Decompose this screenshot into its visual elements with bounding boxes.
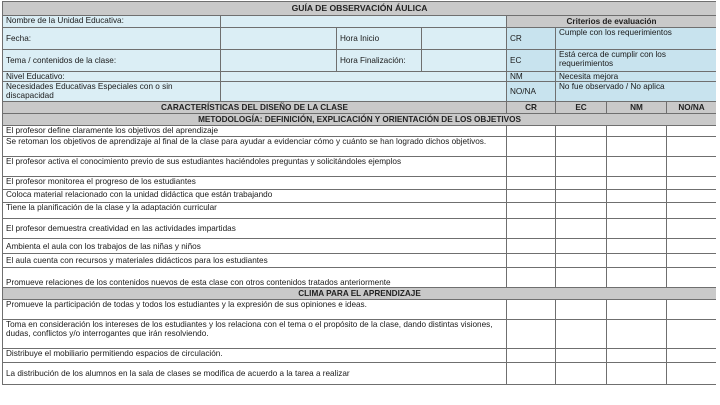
end-time-label: Hora Finalización: <box>337 50 422 72</box>
ec-checkbox[interactable] <box>556 157 607 177</box>
criteria-code: CR <box>507 28 556 50</box>
ec-checkbox[interactable] <box>556 203 607 219</box>
topic-field[interactable] <box>221 50 337 72</box>
nm-checkbox[interactable] <box>607 157 667 177</box>
criteria-desc: Cumple con los requerimientos <box>556 28 717 50</box>
ec-checkbox[interactable] <box>556 219 607 239</box>
cr-checkbox[interactable] <box>507 268 556 288</box>
cr-checkbox[interactable] <box>507 239 556 254</box>
nona-checkbox[interactable] <box>667 254 717 268</box>
nona-checkbox[interactable] <box>667 300 717 320</box>
ec-checkbox[interactable] <box>556 239 607 254</box>
nona-checkbox[interactable] <box>667 363 717 385</box>
criterion-text: Ambienta el aula con los trabajos de las niñas y niños <box>3 239 507 254</box>
nm-checkbox[interactable] <box>607 203 667 219</box>
cr-column-header: CR <box>507 102 556 114</box>
nona-checkbox[interactable] <box>667 320 717 349</box>
criterion-text: El profesor define claramente los objetivos del aprendizaje <box>3 126 507 137</box>
criteria-code: NM <box>507 72 556 82</box>
section-title-learning-climate: CLIMA PARA EL APRENDIZAJE <box>3 288 717 300</box>
nm-checkbox[interactable] <box>607 177 667 190</box>
criterion-text: Tiene la planificación de la clase y la adaptación curricular <box>3 203 507 219</box>
start-time-field[interactable] <box>422 28 507 50</box>
ec-checkbox[interactable] <box>556 349 607 363</box>
criterion-text: La distribución de los alumnos en la sala de clases se modifica de acuerdo a la tarea a realizar <box>3 363 507 385</box>
cr-checkbox[interactable] <box>507 219 556 239</box>
nona-checkbox[interactable] <box>667 177 717 190</box>
date-label: Fecha: <box>3 28 221 50</box>
special-needs-field[interactable] <box>221 82 507 102</box>
criterion-text: Promueve relaciones de los contenidos nuevos de esta clase con otros contenidos tratados anteriormente <box>3 268 507 288</box>
nm-checkbox[interactable] <box>607 254 667 268</box>
topic-label: Tema / contenidos de la clase: <box>3 50 221 72</box>
nm-checkbox[interactable] <box>607 219 667 239</box>
ec-checkbox[interactable] <box>556 126 607 137</box>
school-name-field[interactable] <box>221 16 507 28</box>
cr-checkbox[interactable] <box>507 137 556 157</box>
cr-checkbox[interactable] <box>507 254 556 268</box>
cr-checkbox[interactable] <box>507 126 556 137</box>
criterion-text: Distribuye el mobiliario permitiendo espacios de circulación. <box>3 349 507 363</box>
cr-checkbox[interactable] <box>507 320 556 349</box>
nm-checkbox[interactable] <box>607 268 667 288</box>
characteristics-header: CARACTERÍSTICAS DEL DISEÑO DE LA CLASE <box>3 102 507 114</box>
nona-checkbox[interactable] <box>667 190 717 203</box>
ec-checkbox[interactable] <box>556 268 607 288</box>
nm-checkbox[interactable] <box>607 190 667 203</box>
criterion-text: Se retoman los objetivos de aprendizaje al final de la clase para ayudar a evidenciar cómo y cuánto se han logrado dichos objetivos. <box>3 137 507 157</box>
ec-checkbox[interactable] <box>556 363 607 385</box>
ec-checkbox[interactable] <box>556 137 607 157</box>
cr-checkbox[interactable] <box>507 363 556 385</box>
section-title-methodology: METODOLOGÍA: DEFINICIÓN, EXPLICACIÓN Y ORIENTACIÓN DE LOS OBJETIVOS <box>3 114 717 126</box>
cr-checkbox[interactable] <box>507 203 556 219</box>
special-needs-label: Necesidades Educativas Especiales con o sin discapacidad <box>3 82 221 102</box>
nm-checkbox[interactable] <box>607 320 667 349</box>
criterion-text: El profesor demuestra creatividad en las actividades impartidas <box>3 219 507 239</box>
criteria-code: EC <box>507 50 556 72</box>
nona-checkbox[interactable] <box>667 157 717 177</box>
end-time-field[interactable] <box>422 50 507 72</box>
nm-checkbox[interactable] <box>607 349 667 363</box>
nm-checkbox[interactable] <box>607 363 667 385</box>
cr-checkbox[interactable] <box>507 177 556 190</box>
nona-checkbox[interactable] <box>667 349 717 363</box>
ec-checkbox[interactable] <box>556 320 607 349</box>
nm-column-header: NM <box>607 102 667 114</box>
criteria-desc: Está cerca de cumplir con los requerimientos <box>556 50 717 72</box>
criterion-text: Toma en consideración los intereses de los estudiantes y los relaciona con el tema o el propósito de la clase, dando distintas visiones, dudas, conflictos y/o interrogantes que irán resolviendo. <box>3 320 507 349</box>
nona-checkbox[interactable] <box>667 203 717 219</box>
nona-checkbox[interactable] <box>667 268 717 288</box>
ec-column-header: EC <box>556 102 607 114</box>
cr-checkbox[interactable] <box>507 300 556 320</box>
cr-checkbox[interactable] <box>507 349 556 363</box>
cr-checkbox[interactable] <box>507 157 556 177</box>
criterion-text: Coloca material relacionado con la unidad didáctica que están trabajando <box>3 190 507 203</box>
ec-checkbox[interactable] <box>556 177 607 190</box>
criteria-desc: Necesita mejora <box>556 72 717 82</box>
start-time-label: Hora Inicio <box>337 28 422 50</box>
nona-checkbox[interactable] <box>667 219 717 239</box>
criteria-code: NO/NA <box>507 82 556 102</box>
nm-checkbox[interactable] <box>607 239 667 254</box>
level-field[interactable] <box>221 72 507 82</box>
cr-checkbox[interactable] <box>507 190 556 203</box>
observation-guide-table <box>2 1 716 385</box>
criteria-title: Criterios de evaluación <box>507 16 717 28</box>
guide-title: GUÍA DE OBSERVACIÓN ÁULICA <box>3 2 717 16</box>
nm-checkbox[interactable] <box>607 137 667 157</box>
level-label: Nivel Educativo: <box>3 72 221 82</box>
ec-checkbox[interactable] <box>556 300 607 320</box>
ec-checkbox[interactable] <box>556 190 607 203</box>
nona-column-header: NO/NA <box>667 102 717 114</box>
date-field[interactable] <box>221 28 337 50</box>
criterion-text: El profesor activa el conocimiento previo de sus estudiantes haciéndoles preguntas y solicitándoles ejemplos <box>3 157 507 177</box>
school-name-label: Nombre de la Unidad Educativa: <box>3 16 221 28</box>
criterion-text: Promueve la participación de todas y todos los estudiantes y la expresión de sus opiniones e ideas. <box>3 300 507 320</box>
observation-sheet <box>2 1 716 404</box>
nm-checkbox[interactable] <box>607 126 667 137</box>
nona-checkbox[interactable] <box>667 126 717 137</box>
criterion-text: El profesor monitorea el progreso de los estudiantes <box>3 177 507 190</box>
nona-checkbox[interactable] <box>667 239 717 254</box>
ec-checkbox[interactable] <box>556 254 607 268</box>
criteria-desc: No fue observado / No aplica <box>556 82 717 102</box>
criterion-text: El aula cuenta con recursos y materiales didácticos para los estudiantes <box>3 254 507 268</box>
nona-checkbox[interactable] <box>667 137 717 157</box>
nm-checkbox[interactable] <box>607 300 667 320</box>
